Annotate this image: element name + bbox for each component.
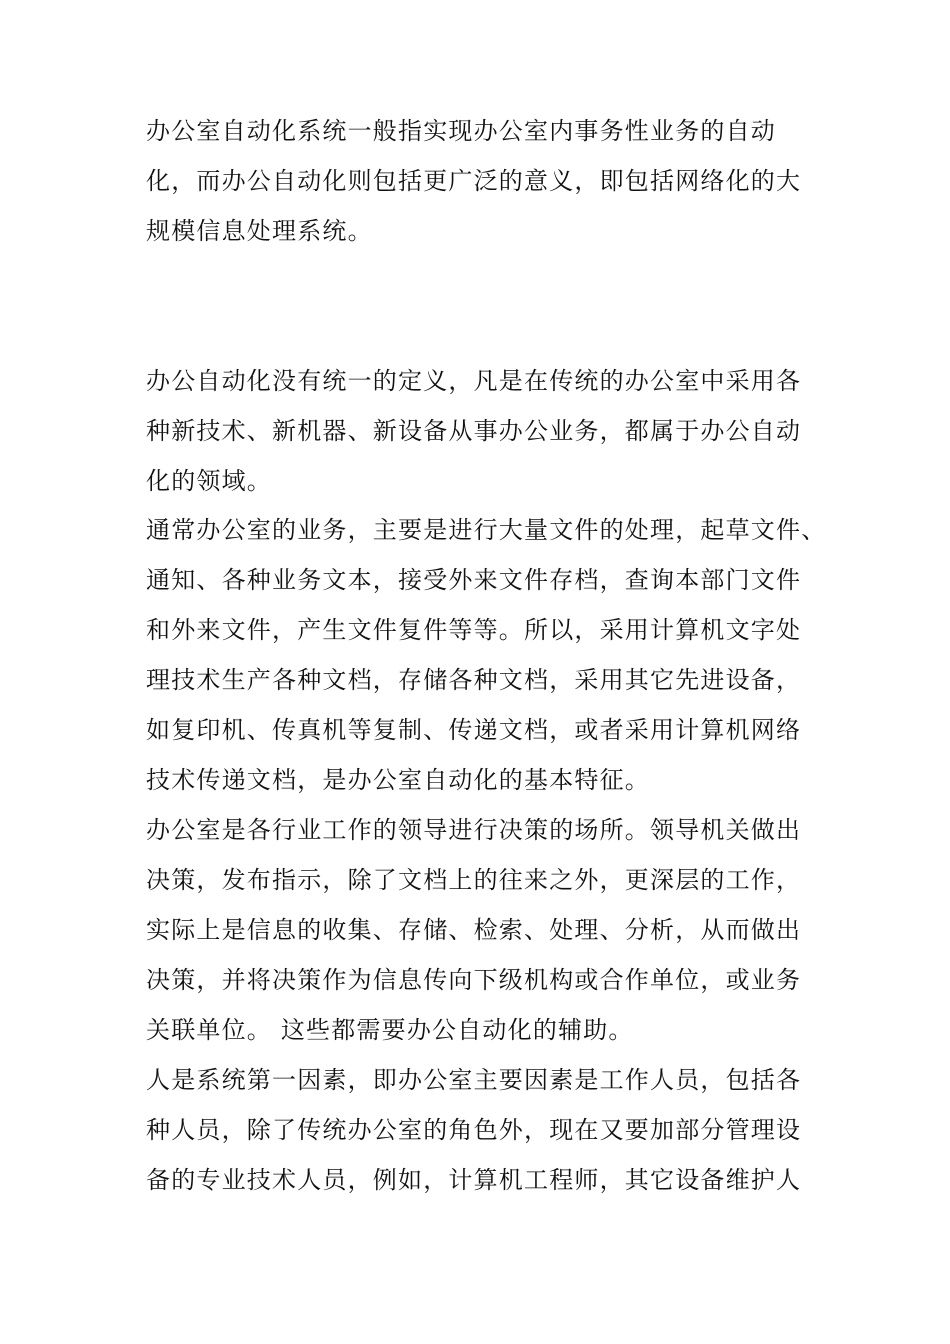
text-line: 备的专业技术人员，例如，计算机工程师，其它设备维护人 [146, 1166, 802, 1194]
text-line: 化，而办公自动化则包括更广泛的意义，即包括网络化的大 [146, 167, 802, 195]
text-line: 办公自动化没有统一的定义，凡是在传统的办公室中采用各 [146, 367, 802, 395]
text-line: 理技术生产各种文档，存储各种文档，采用其它先进设备， [146, 666, 802, 694]
text-line: 种新技术、新机器、新设备从事办公业务，都属于办公自动 [146, 417, 802, 445]
text-line: 决策，发布指示，除了文档上的往来之外，更深层的工作， [146, 866, 802, 894]
text-line: 通常办公室的业务，主要是进行大量文件的处理，起草文件、 [146, 516, 827, 544]
text-line: 关联单位。 这些都需要办公自动化的辅助。 [146, 1016, 634, 1044]
text-line: 化的领域。 [146, 467, 272, 495]
paragraph-1 [146, 106, 846, 256]
text-line: 如复印机、传真机等复制、传递文档，或者采用计算机网络 [146, 716, 802, 744]
paragraph-4 [146, 805, 846, 1055]
text-line: 技术传递文档，是办公室自动化的基本特征。 [146, 766, 650, 794]
text-line: 办公室是各行业工作的领导进行决策的场所。领导机关做出 [146, 816, 802, 844]
text-line: 通知、各种业务文本，接受外来文件存档，查询本部门文件 [146, 566, 802, 594]
paragraph-2 [146, 356, 846, 506]
text-line: 种人员，除了传统办公室的角色外，现在又要加部分管理设 [146, 1116, 802, 1144]
text-line: 办公室自动化系统一般指实现办公室内事务性业务的自动 [146, 117, 776, 145]
text-line: 规模信息处理系统。 [146, 217, 373, 245]
text-line: 实际上是信息的收集、存储、检索、处理、分析，从而做出 [146, 916, 802, 944]
text-line: 人是系统第一因素，即办公室主要因素是工作人员，包括各 [146, 1066, 802, 1094]
paragraph-3 [146, 505, 846, 805]
paragraph-5 [146, 1055, 846, 1205]
text-line: 和外来文件，产生文件复件等等。所以，采用计算机文字处 [146, 616, 802, 644]
text-line: 决策，并将决策作为信息传向下级机构或合作单位，或业务 [146, 966, 802, 994]
